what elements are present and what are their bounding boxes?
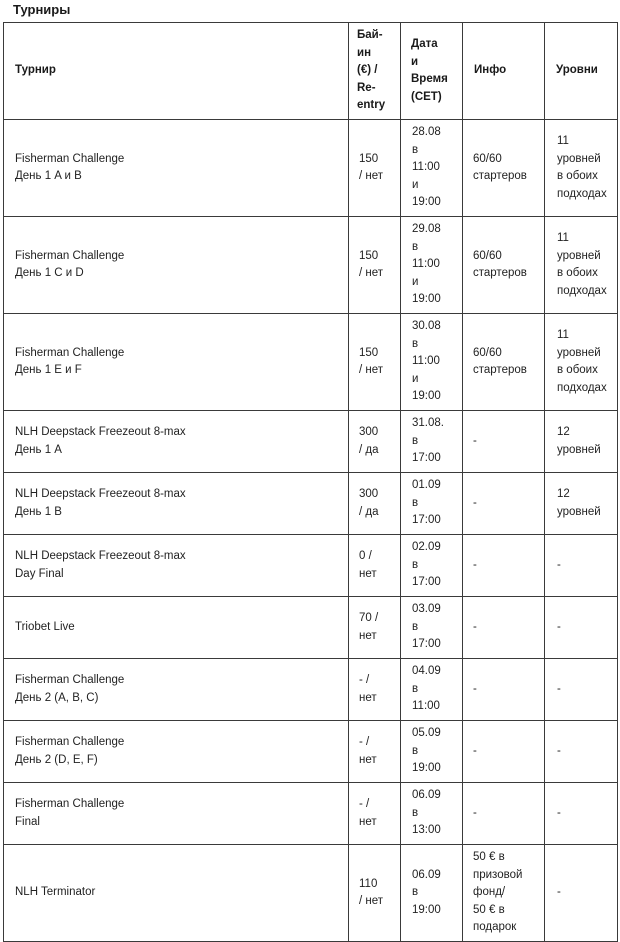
date-time-cell-line: 06.09 xyxy=(412,868,441,881)
tournament-name-cell-line: Fisherman Challenge xyxy=(15,736,125,748)
date-time-cell-line: в xyxy=(412,240,419,253)
date-time-cell-line: 19:00 xyxy=(412,293,441,306)
info-cell-line: - xyxy=(473,496,477,509)
date-time-cell-line: в xyxy=(412,682,419,695)
buyin-cell-line: / нет xyxy=(359,895,384,907)
levels-cell xyxy=(545,473,618,535)
buyin-cell-line: - / xyxy=(359,674,370,686)
levels-cell-line: уровней xyxy=(557,152,601,165)
buyin-cell xyxy=(349,120,401,217)
date-time-cell xyxy=(401,473,463,535)
tournament-name-cell-line: NLH Terminator xyxy=(15,886,96,899)
buyin-cell-line: нет xyxy=(359,691,377,704)
table-row xyxy=(4,217,618,314)
levels-cell-line: в обоих xyxy=(557,267,598,279)
levels-cell xyxy=(545,314,618,411)
date-time-cell-line: в xyxy=(412,744,419,757)
page-title: Турниры xyxy=(13,2,71,17)
levels-cell xyxy=(545,597,618,659)
tournament-name-cell xyxy=(4,217,349,314)
tournament-name-cell-line: Final xyxy=(15,815,40,828)
buyin-cell xyxy=(349,659,401,721)
date-time-cell-line: 29.08 xyxy=(412,223,441,236)
date-time-cell-line: в xyxy=(412,337,419,350)
buyin-cell-line: нет xyxy=(359,567,377,580)
info-cell xyxy=(463,783,545,845)
info-cell-line: стартеров xyxy=(473,170,527,182)
buyin-cell-line: / нет xyxy=(359,364,384,376)
info-cell xyxy=(463,535,545,597)
buyin-cell xyxy=(349,845,401,942)
date-time-cell-line: 28.08 xyxy=(412,126,441,139)
info-cell xyxy=(463,120,545,217)
info-cell-line: 50 € в xyxy=(473,851,505,864)
buyin-cell xyxy=(349,721,401,783)
date-time-cell-line: и xyxy=(412,275,419,288)
info-cell-line: - xyxy=(473,744,477,757)
levels-cell-line: - xyxy=(557,886,561,899)
date-time-cell-line: 03.09 xyxy=(412,603,441,616)
levels-cell-line: - xyxy=(557,682,561,695)
levels-cell-line: подходах xyxy=(557,381,607,394)
info-cell-line: - xyxy=(473,620,477,633)
buyin-cell-line: 0 / xyxy=(359,550,372,562)
tournament-name-cell xyxy=(4,659,349,721)
date-time-cell xyxy=(401,411,463,473)
info-cell-line: - xyxy=(473,434,477,447)
levels-cell-line: - xyxy=(557,558,561,571)
table-body xyxy=(4,120,618,942)
levels-cell-line: 11 xyxy=(557,232,569,244)
buyin-cell-line: / да xyxy=(359,443,379,456)
buyin-cell-line: 150 xyxy=(359,346,379,359)
date-time-cell-line: 11:00 xyxy=(412,355,440,368)
header-date xyxy=(401,23,463,120)
table-row xyxy=(4,783,618,845)
tournament-name-cell xyxy=(4,314,349,411)
date-time-cell-line: 01.09 xyxy=(412,479,441,492)
info-cell-line: фонд/ xyxy=(473,886,506,899)
table-row xyxy=(4,845,618,942)
header-info: Инфо xyxy=(463,23,545,120)
levels-cell xyxy=(545,659,618,721)
tournament-name-cell-line: День 1 C и D xyxy=(15,267,84,279)
date-time-cell-line: 30.08 xyxy=(412,320,441,333)
date-time-cell-line: в xyxy=(412,496,419,509)
buyin-cell xyxy=(349,411,401,473)
info-cell xyxy=(463,597,545,659)
info-cell-line: подарок xyxy=(473,921,517,934)
buyin-cell xyxy=(349,217,401,314)
levels-cell xyxy=(545,535,618,597)
date-time-cell-line: 05.09 xyxy=(412,727,441,740)
table-row xyxy=(4,721,618,783)
levels-cell-line: 12 xyxy=(557,488,570,500)
buyin-cell-line: - / xyxy=(359,798,370,810)
date-time-cell-line: 06.09 xyxy=(412,789,441,802)
date-time-cell xyxy=(401,659,463,721)
tournament-name-cell-line: День 2 (A, B, C) xyxy=(15,691,99,704)
table-row xyxy=(4,120,618,217)
tournaments-table xyxy=(3,22,618,942)
levels-cell-line: уровней xyxy=(557,346,601,359)
buyin-cell-line: / да xyxy=(359,505,379,518)
levels-cell-line: - xyxy=(557,620,561,633)
info-cell-line: призовой xyxy=(473,868,523,881)
date-time-cell-line: и xyxy=(412,372,419,385)
buyin-cell-line: 150 xyxy=(359,249,379,262)
levels-cell xyxy=(545,217,618,314)
date-time-cell-line: в xyxy=(412,620,419,633)
tournament-name-cell-line: День 2 (D, E, F) xyxy=(15,753,98,766)
levels-cell-line: подходах xyxy=(557,187,607,200)
date-time-cell xyxy=(401,783,463,845)
table-row xyxy=(4,535,618,597)
header-buyin-line: Бай- xyxy=(357,29,383,42)
levels-cell-line: уровней xyxy=(557,443,601,456)
info-cell xyxy=(463,845,545,942)
buyin-cell-line: 150 xyxy=(359,152,379,165)
buyin-cell-line: 300 xyxy=(359,488,379,500)
table-row xyxy=(4,314,618,411)
date-time-cell-line: 19:00 xyxy=(412,196,441,209)
date-time-cell-line: в xyxy=(412,806,419,819)
table-header-row xyxy=(4,23,618,120)
header-buyin xyxy=(349,23,401,120)
date-time-cell-line: в xyxy=(412,143,419,156)
info-cell xyxy=(463,721,545,783)
info-cell xyxy=(463,659,545,721)
date-time-cell xyxy=(401,314,463,411)
buyin-cell-line: - / xyxy=(359,736,370,748)
buyin-cell xyxy=(349,783,401,845)
info-cell xyxy=(463,473,545,535)
levels-cell-line: - xyxy=(557,744,561,757)
info-cell-line: - xyxy=(473,806,477,819)
tournament-name-cell-line: День 1 A и B xyxy=(15,170,82,182)
date-time-cell-line: в xyxy=(412,886,419,899)
date-time-cell-line: 11:00 xyxy=(412,258,440,271)
date-time-cell-line: 04.09 xyxy=(412,665,441,678)
date-time-cell-line: 17:00 xyxy=(412,576,441,589)
info-cell-line: 60/60 xyxy=(473,346,502,359)
info-cell xyxy=(463,411,545,473)
levels-cell-line: - xyxy=(557,806,561,819)
buyin-cell-line: / нет xyxy=(359,170,384,182)
info-cell-line: 50 € в xyxy=(473,903,505,916)
info-cell-line: 60/60 xyxy=(473,152,502,165)
date-time-cell-line: 17:00 xyxy=(412,514,441,527)
header-buyin-line: Re- xyxy=(357,81,376,94)
buyin-cell-line: 300 xyxy=(359,426,379,438)
levels-cell-line: в обоих xyxy=(557,170,598,182)
info-cell xyxy=(463,217,545,314)
tournament-name-cell-line: Fisherman Challenge xyxy=(15,674,125,686)
tournament-name-cell-line: Triobet Live xyxy=(15,620,75,633)
date-time-cell xyxy=(401,597,463,659)
header-date-line: Дата xyxy=(411,38,438,50)
header-date-line: Время xyxy=(411,73,448,85)
tournament-name-cell xyxy=(4,473,349,535)
date-time-cell-line: 19:00 xyxy=(412,903,441,916)
date-time-cell-line: 19:00 xyxy=(412,762,441,775)
tournament-name-cell xyxy=(4,535,349,597)
date-time-cell xyxy=(401,721,463,783)
header-buyin-line: (€) / xyxy=(357,64,378,77)
buyin-cell xyxy=(349,597,401,659)
tournament-name-cell-line: NLH Deepstack Freezeout 8-max xyxy=(15,426,186,438)
date-time-cell-line: 11:00 xyxy=(412,700,440,713)
table-row xyxy=(4,473,618,535)
tournament-name-cell-line: Fisherman Challenge xyxy=(15,346,125,359)
buyin-cell xyxy=(349,314,401,411)
tournament-name-cell-line: Fisherman Challenge xyxy=(15,798,125,810)
tournament-name-cell xyxy=(4,721,349,783)
date-time-cell-line: 31.08. xyxy=(412,417,444,430)
date-time-cell-line: 17:00 xyxy=(412,638,441,651)
levels-cell xyxy=(545,120,618,217)
info-cell-line: - xyxy=(473,682,477,695)
tournament-name-cell-line: NLH Deepstack Freezeout 8-max xyxy=(15,550,186,562)
info-cell xyxy=(463,314,545,411)
table-row xyxy=(4,411,618,473)
date-time-cell-line: 02.09 xyxy=(412,541,441,554)
header-date-line: и xyxy=(411,55,419,68)
table-row xyxy=(4,659,618,721)
buyin-cell-line: нет xyxy=(359,753,377,766)
tournament-name-cell-line: День 1 B xyxy=(15,505,62,518)
tournament-name-cell-line: NLH Deepstack Freezeout 8-max xyxy=(15,488,186,500)
buyin-cell-line: нет xyxy=(359,815,377,828)
buyin-cell xyxy=(349,535,401,597)
tournament-name-cell xyxy=(4,845,349,942)
tournament-name-cell-line: Fisherman Challenge xyxy=(15,152,125,165)
date-time-cell xyxy=(401,535,463,597)
levels-cell xyxy=(545,411,618,473)
levels-cell-line: 12 xyxy=(557,426,570,438)
header-buyin-line: entry xyxy=(357,99,386,112)
tournament-name-cell xyxy=(4,783,349,845)
levels-cell-line: 11 xyxy=(557,135,569,147)
levels-cell xyxy=(545,721,618,783)
header-date-line: (CET) xyxy=(411,90,442,103)
levels-cell-line: уровней xyxy=(557,505,601,518)
tournament-name-cell xyxy=(4,597,349,659)
info-cell-line: стартеров xyxy=(473,364,527,376)
info-cell-line: стартеров xyxy=(473,267,527,279)
levels-cell-line: уровней xyxy=(557,249,601,262)
levels-cell xyxy=(545,845,618,942)
buyin-cell-line: 110 xyxy=(359,877,378,890)
date-time-cell-line: 13:00 xyxy=(412,824,441,837)
levels-cell-line: в обоих xyxy=(557,364,598,376)
tournament-name-cell xyxy=(4,411,349,473)
info-cell-line: - xyxy=(473,558,477,571)
header-tournament: Турнир xyxy=(4,23,349,120)
date-time-cell xyxy=(401,120,463,217)
date-time-cell-line: в xyxy=(412,434,419,447)
info-cell-line: 60/60 xyxy=(473,249,502,262)
date-time-cell-line: в xyxy=(412,558,419,571)
date-time-cell xyxy=(401,845,463,942)
header-buyin-line: ин xyxy=(357,46,372,59)
buyin-cell-line: нет xyxy=(359,629,377,642)
levels-cell-line: 11 xyxy=(557,329,569,341)
tournament-name-cell-line: Fisherman Challenge xyxy=(15,249,125,262)
date-time-cell-line: 11:00 xyxy=(412,161,440,174)
date-time-cell-line: 17:00 xyxy=(412,452,441,465)
header-levels: Уровни xyxy=(545,23,618,120)
tournament-name-cell-line: День 1 A xyxy=(15,443,62,456)
buyin-cell-line: 70 / xyxy=(359,612,379,624)
tournament-name-cell xyxy=(4,120,349,217)
levels-cell xyxy=(545,783,618,845)
date-time-cell-line: 19:00 xyxy=(412,390,441,403)
buyin-cell xyxy=(349,473,401,535)
tournament-name-cell-line: Day Final xyxy=(15,567,64,580)
levels-cell-line: подходах xyxy=(557,284,607,297)
buyin-cell-line: / нет xyxy=(359,267,384,279)
table-row xyxy=(4,597,618,659)
tournament-name-cell-line: День 1 E и F xyxy=(15,364,82,376)
date-time-cell-line: и xyxy=(412,178,419,191)
date-time-cell xyxy=(401,217,463,314)
